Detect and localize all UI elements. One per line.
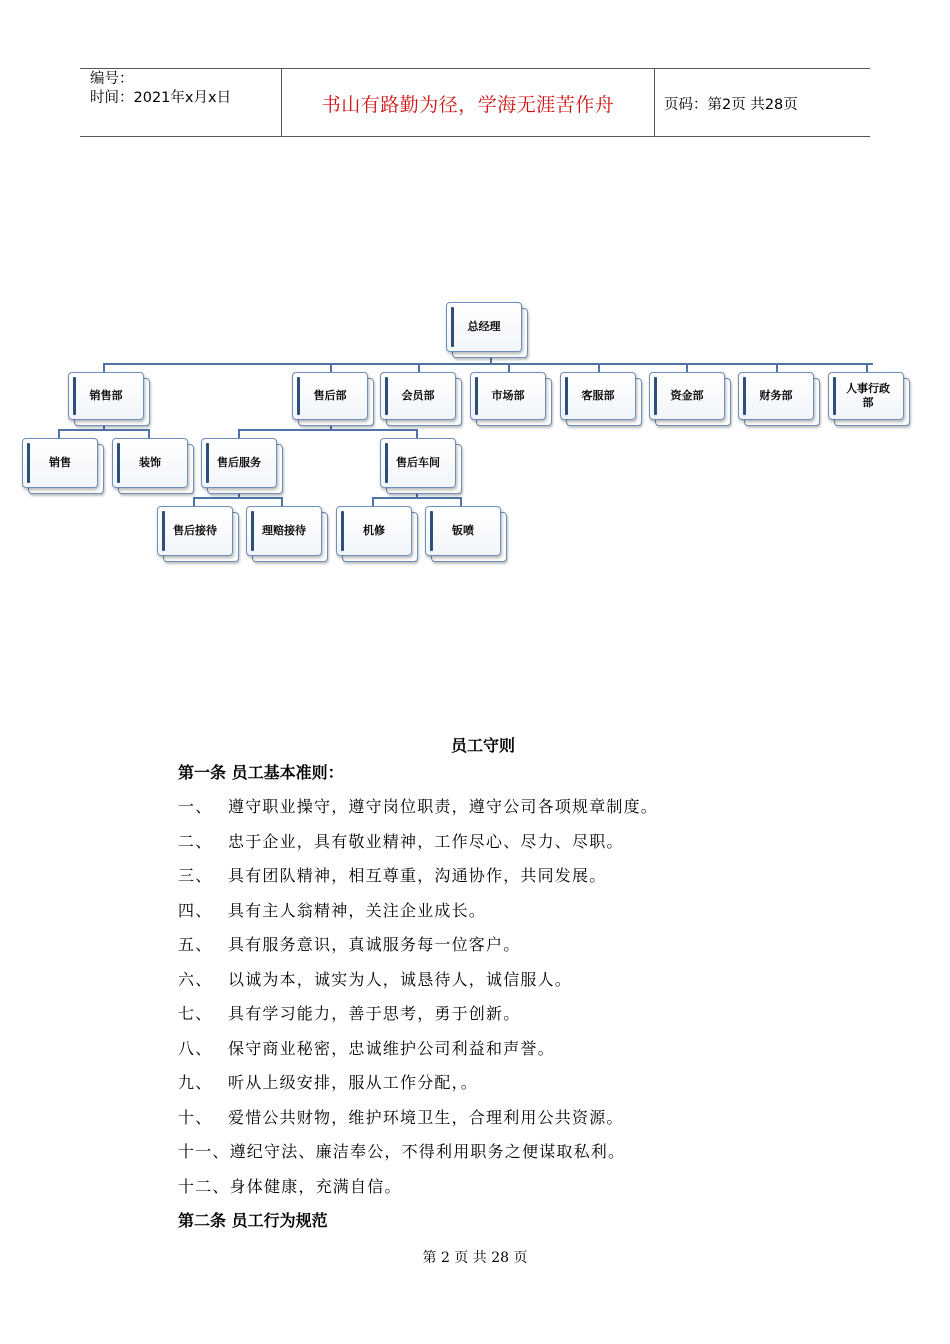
rule-number: 九、 xyxy=(178,1073,213,1092)
rule-item xyxy=(178,1105,624,1128)
org-node-department xyxy=(292,372,368,420)
org-node-department xyxy=(560,372,636,420)
org-node-label: 会员部 xyxy=(380,372,456,420)
org-node-team xyxy=(22,438,98,488)
document-title: 员工守则 xyxy=(450,736,515,755)
org-node-label: 总经理 xyxy=(446,302,522,352)
rule-text: 具有主人翁精神，关注企业成长。 xyxy=(228,901,487,920)
org-node-department xyxy=(828,372,904,420)
org-node-unit xyxy=(246,506,322,556)
header-motto: 书山有路勤为径，学海无涯苦作舟 xyxy=(321,94,615,116)
rule-text: 遵守职业操守，遵守岗位职责，遵守公司各项规章制度。 xyxy=(228,797,659,816)
rule-item xyxy=(178,932,520,955)
org-node-label: 机修 xyxy=(336,506,412,556)
org-node-department xyxy=(68,372,144,420)
rule-number: 五、 xyxy=(178,935,213,954)
rule-number: 二、 xyxy=(178,832,213,851)
rule-text: 爱惜公共财物，维护环境卫生，合理利用公共资源。 xyxy=(228,1108,624,1127)
org-chart xyxy=(0,0,950,600)
rule-text: 以诚为本，诚实为人，诚恳待人，诚信服人。 xyxy=(228,970,573,989)
rule-number: 一、 xyxy=(178,797,213,816)
org-node-root xyxy=(446,302,522,352)
org-node-department xyxy=(649,372,725,420)
rule-item xyxy=(178,1070,478,1093)
connector xyxy=(58,429,150,431)
page-footer: 第 2 页 共 28 页 xyxy=(422,1250,528,1266)
rule-item xyxy=(178,1139,625,1162)
rule-text: 具有服务意识，真诚服务每一位客户。 xyxy=(228,935,521,954)
org-node-unit xyxy=(425,506,501,556)
org-node-label: 销售部 xyxy=(68,372,144,420)
rule-item xyxy=(178,1174,402,1197)
time-label: 时间：2021年x月x日 xyxy=(90,90,232,106)
org-node-department xyxy=(738,372,814,420)
rule-number: 四、 xyxy=(178,901,213,920)
org-node-team xyxy=(380,438,456,488)
rule-text: 身体健康，充满自信。 xyxy=(229,1177,402,1196)
org-node-label: 售后车间 xyxy=(380,438,456,488)
org-node-label: 装饰 xyxy=(112,438,188,488)
connector xyxy=(238,429,418,431)
org-node-label: 理赔接待 xyxy=(246,506,322,556)
org-node-label: 人事行政部 xyxy=(828,372,904,420)
org-node-department xyxy=(380,372,456,420)
org-node-label: 售后接待 xyxy=(157,506,233,556)
org-node-label: 售后服务 xyxy=(201,438,277,488)
rule-item xyxy=(178,863,606,886)
org-node-label: 市场部 xyxy=(470,372,546,420)
rule-text: 保守商业秘密，忠诚维护公司利益和声誉。 xyxy=(228,1039,555,1058)
org-node-label: 售后部 xyxy=(292,372,368,420)
rule-number: 六、 xyxy=(178,970,213,989)
rule-item xyxy=(178,1036,555,1059)
org-node-label: 销售 xyxy=(22,438,98,488)
org-node-label: 客服部 xyxy=(560,372,636,420)
rule-item xyxy=(178,898,486,921)
article-heading: 第一条 员工基本准则： xyxy=(178,763,344,782)
rule-number: 十一、 xyxy=(178,1142,230,1161)
rule-text: 遵纪守法、廉洁奉公，不得利用职务之便谋取私利。 xyxy=(229,1142,626,1161)
rule-item xyxy=(178,829,624,852)
header-page-label: 页码：第2页 共28页 xyxy=(664,97,798,113)
rule-number: 十、 xyxy=(178,1108,213,1127)
rule-text: 忠于企业，具有敬业精神，工作尽心、尽力、尽职。 xyxy=(228,832,624,851)
org-node-unit xyxy=(336,506,412,556)
connector xyxy=(193,497,283,499)
org-node-department xyxy=(470,372,546,420)
connector xyxy=(372,497,462,499)
rule-item xyxy=(178,794,658,817)
rule-number: 三、 xyxy=(178,866,213,885)
org-node-label: 钣喷 xyxy=(425,506,501,556)
org-node-team xyxy=(201,438,277,488)
rule-text: 具有学习能力，善于思考，勇于创新。 xyxy=(228,1004,521,1023)
rule-item xyxy=(178,967,572,990)
connector xyxy=(103,363,873,365)
org-node-label: 资金部 xyxy=(649,372,725,420)
org-node-unit xyxy=(157,506,233,556)
org-node-label: 财务部 xyxy=(738,372,814,420)
rule-number: 八、 xyxy=(178,1039,213,1058)
article-heading: 第二条 员工行为规范 xyxy=(178,1211,328,1230)
rule-item xyxy=(178,1001,520,1024)
rule-number: 十二、 xyxy=(178,1177,230,1196)
rule-text: 具有团队精神，相互尊重，沟通协作，共同发展。 xyxy=(228,866,607,885)
org-node-team xyxy=(112,438,188,488)
rule-text: 听从上级安排，服从工作分配，。 xyxy=(228,1073,479,1092)
rule-number: 七、 xyxy=(178,1004,213,1023)
serial-label: 编号： xyxy=(90,71,134,87)
